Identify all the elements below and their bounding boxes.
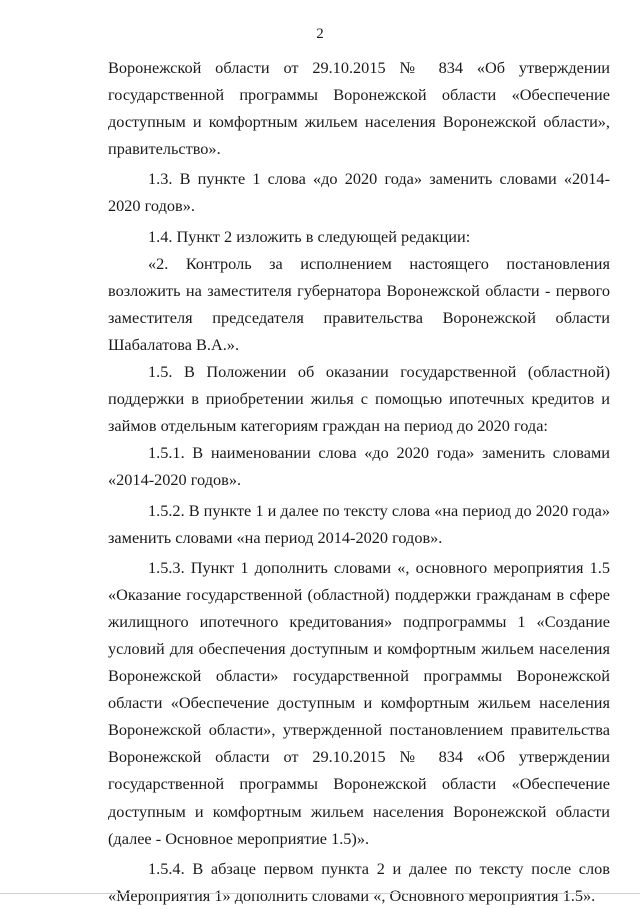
paragraph-1-5-3: 1.5.3. Пункт 1 дополнить словами «, основного мероприятия 1.5 «Оказание государственной (областной) поддержки гражданам в сфере жилищного ипотечного кредитования» подпрограммы 1 «Создание условий для обеспечения доступным и комфортным жильем населения Воронежской области» государственной программы Воронежской области «Обеспечение доступным и комфортным жильем населения Воронежской области», утвержденной постановлением правительства Воронежской области от 29.10.2015 № 834 «Об утверждении государственной программы Воронежской области «Обеспечение доступным и комфортным жильем населения Воронежской области (далее - Основное мероприятие 1.5)». xyxy=(108,557,610,848)
paragraph-continuation: Воронежской области от 29.10.2015 № 834 «Об утверждении государственной программы Воронежской области «Обеспечение доступным и комфортным жильем населения Воронежской области», правительство». xyxy=(108,58,610,159)
page-number: 2 xyxy=(316,26,324,42)
paragraph-1-3: 1.3. В пункте 1 слова «до 2020 года» заменить словами «2014-2020 годов». xyxy=(108,169,610,216)
paragraph-1-5-4: 1.5.4. В абзаце первом пункта 2 и далее по тексту после слов «Мероприятия 1» дополнить словами «, Основного мероприятия 1.5». xyxy=(108,858,610,905)
paragraph-1-4: 1.4. Пункт 2 изложить в следующей редакции: xyxy=(148,226,471,246)
paragraph-1-5-2: 1.5.2. В пункте 1 и далее по тексту слова «на период до 2020 года» заменить словами «на период 2014-2020 годов». xyxy=(108,500,610,547)
paragraph-1-5: 1.5. В Положении об оказании государственной (областной) поддержки в приобретении жилья с помощью ипотечных кредитов и займов отдельным категориям граждан на период до 2020 года: xyxy=(108,362,610,436)
paragraph-quote-control: «2. Контроль за исполнением настоящего постановления возложить на заместителя губернатора Воронежской области - первого заместителя председателя правительства Воронежской области Шабалатова В.А.». xyxy=(108,253,610,354)
paragraph-1-5-1: 1.5.1. В наименовании слова «до 2020 года» заменить словами «2014-2020 годов». xyxy=(108,443,610,490)
document-body xyxy=(108,54,610,909)
bottom-scan-edge xyxy=(0,893,640,894)
